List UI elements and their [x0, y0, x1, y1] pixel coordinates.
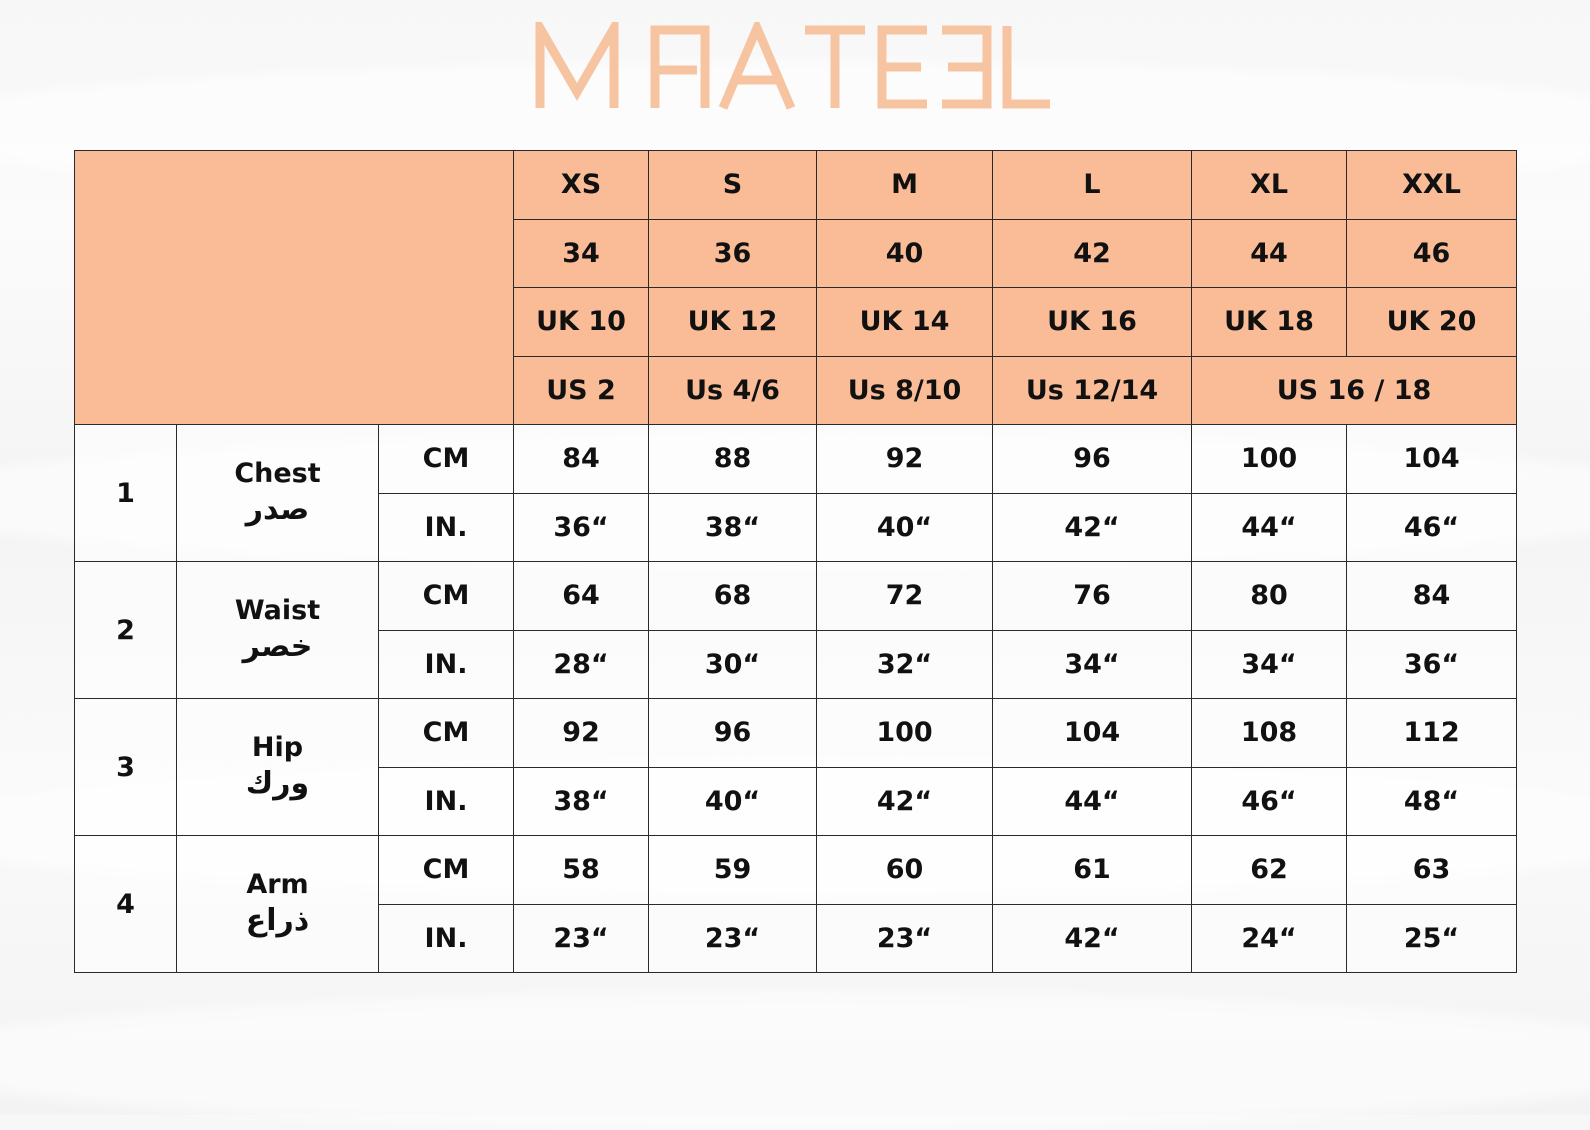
- eu-size: 42: [993, 219, 1192, 288]
- cm-value: 92: [514, 699, 649, 768]
- measurement-number: 4: [75, 836, 177, 973]
- inch-value: 42“: [993, 493, 1192, 562]
- cm-value: 84: [514, 425, 649, 494]
- cm-value: 108: [1192, 699, 1347, 768]
- background-wave: [0, 990, 1590, 1130]
- brand-logo-graphic: [535, 22, 1055, 112]
- cm-value: 59: [649, 836, 817, 905]
- measurement-label-ar: صدر: [245, 492, 310, 528]
- cm-value: 60: [817, 836, 993, 905]
- cm-value: 112: [1347, 699, 1517, 768]
- eu-size: 46: [1347, 219, 1517, 288]
- inch-value: 46“: [1192, 767, 1347, 836]
- inch-value: 40“: [649, 767, 817, 836]
- us-size: US 16 / 18: [1192, 356, 1517, 425]
- inch-value: 38“: [649, 493, 817, 562]
- cm-value: 96: [649, 699, 817, 768]
- inch-value: 28“: [514, 630, 649, 699]
- unit-label: IN.: [379, 493, 514, 562]
- size-label: XXL: [1347, 151, 1517, 220]
- inch-value: 36“: [514, 493, 649, 562]
- measurement-number: 2: [75, 562, 177, 699]
- unit-label: IN.: [379, 767, 514, 836]
- inch-value: 42“: [993, 904, 1192, 973]
- inch-value: 23“: [817, 904, 993, 973]
- inch-value: 23“: [649, 904, 817, 973]
- unit-label: CM: [379, 562, 514, 631]
- measurement-label: [177, 836, 379, 973]
- size-label: M: [817, 151, 993, 220]
- measurement-label-en: Chest: [234, 457, 321, 489]
- measurement-label-en: Waist: [234, 594, 321, 626]
- cm-value: 80: [1192, 562, 1347, 631]
- inch-value: 44“: [993, 767, 1192, 836]
- cm-value: 64: [514, 562, 649, 631]
- cm-value: 84: [1347, 562, 1517, 631]
- uk-size: UK 16: [993, 288, 1192, 357]
- inch-value: 23“: [514, 904, 649, 973]
- uk-size: UK 10: [514, 288, 649, 357]
- inch-value: 48“: [1347, 767, 1517, 836]
- us-size: Us 12/14: [993, 356, 1192, 425]
- unit-label: CM: [379, 425, 514, 494]
- cm-value: 63: [1347, 836, 1517, 905]
- cm-value: 76: [993, 562, 1192, 631]
- table-row: [75, 699, 1517, 768]
- measurement-label-ar: خصر: [242, 629, 313, 665]
- size-label: XS: [514, 151, 649, 220]
- eu-size: 36: [649, 219, 817, 288]
- inch-value: 30“: [649, 630, 817, 699]
- cm-value: 104: [993, 699, 1192, 768]
- size-label: S: [649, 151, 817, 220]
- measurement-label-ar: ورك: [245, 766, 310, 802]
- cm-value: 92: [817, 425, 993, 494]
- uk-size: UK 18: [1192, 288, 1347, 357]
- cm-value: 58: [514, 836, 649, 905]
- uk-size: UK 12: [649, 288, 817, 357]
- eu-size: 44: [1192, 219, 1347, 288]
- eu-size: 40: [817, 219, 993, 288]
- inch-value: 46“: [1347, 493, 1517, 562]
- brand-logo: [0, 22, 1590, 122]
- unit-label: CM: [379, 699, 514, 768]
- inch-value: 36“: [1347, 630, 1517, 699]
- cm-value: 104: [1347, 425, 1517, 494]
- cm-value: 68: [649, 562, 817, 631]
- measurement-label: [177, 425, 379, 562]
- inch-value: 34“: [1192, 630, 1347, 699]
- measurement-label: [177, 699, 379, 836]
- measurement-label-en: Hip: [251, 731, 304, 763]
- us-size: Us 4/6: [649, 356, 817, 425]
- measurement-label-ar: ذراع: [245, 903, 310, 939]
- table-row: [75, 425, 1517, 494]
- uk-size: UK 14: [817, 288, 993, 357]
- inch-value: 24“: [1192, 904, 1347, 973]
- eu-size: 34: [514, 219, 649, 288]
- cm-value: 72: [817, 562, 993, 631]
- us-size: US 2: [514, 356, 649, 425]
- cm-value: 88: [649, 425, 817, 494]
- cm-value: 61: [993, 836, 1192, 905]
- header-row-letter-sizes: [75, 151, 1517, 220]
- measurement-number: 3: [75, 699, 177, 836]
- table-row: [75, 562, 1517, 631]
- cm-value: 96: [993, 425, 1192, 494]
- uk-size: UK 20: [1347, 288, 1517, 357]
- cm-value: 100: [1192, 425, 1347, 494]
- measurement-number: 1: [75, 425, 177, 562]
- inch-value: 42“: [817, 767, 993, 836]
- cm-value: 100: [817, 699, 993, 768]
- inch-value: 40“: [817, 493, 993, 562]
- size-chart-table: [74, 150, 1517, 973]
- header-corner-cell: [75, 151, 514, 425]
- inch-value: 44“: [1192, 493, 1347, 562]
- cm-value: 62: [1192, 836, 1347, 905]
- inch-value: 38“: [514, 767, 649, 836]
- inch-value: 34“: [993, 630, 1192, 699]
- measurement-label-en: Arm: [246, 868, 309, 900]
- unit-label: CM: [379, 836, 514, 905]
- unit-label: IN.: [379, 904, 514, 973]
- measurement-label: [177, 562, 379, 699]
- unit-label: IN.: [379, 630, 514, 699]
- size-label: L: [993, 151, 1192, 220]
- size-label: XL: [1192, 151, 1347, 220]
- inch-value: 25“: [1347, 904, 1517, 973]
- table-row: [75, 836, 1517, 905]
- us-size: Us 8/10: [817, 356, 993, 425]
- inch-value: 32“: [817, 630, 993, 699]
